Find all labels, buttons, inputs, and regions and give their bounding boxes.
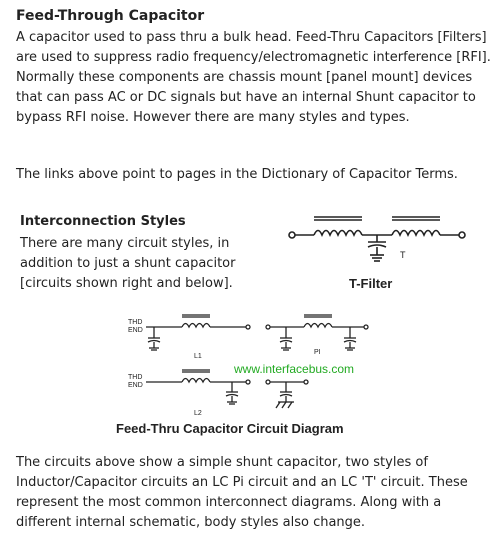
closing-paragraph: The circuits above show a simple shunt capacitor, two styles of Inductor/Capacitor circuits an LC Pi circuit and an LC 'T' circuit. These represent the most common interconnect diagrams. Along with a different internal schematic, body styles also change.	[16, 455, 468, 530]
end-label-top: END	[128, 327, 143, 334]
t-component-label: T	[400, 250, 406, 260]
watermark-text: www.interfacebus.com	[234, 362, 355, 376]
section-title: Interconnection Styles	[20, 214, 186, 229]
t-filter-schematic	[286, 212, 486, 272]
diagram-caption: Feed-Thru Capacitor Circuit Diagram	[116, 421, 344, 436]
t-filter-caption: T-Filter	[349, 276, 393, 291]
l2-label: L2	[194, 410, 202, 417]
links-note: The links above point to pages in the Dictionary of Capacitor Terms.	[16, 167, 458, 182]
pi-label: PI	[314, 349, 321, 356]
l1-label: L1	[194, 353, 202, 360]
intro-paragraph: A capacitor used to pass thru a bulk head. Feed-Thru Capacitors [Filters] are used to suppress radio frequency/electromagnetic interference [RFI]. Normally these components are chassis mount [panel mount] devices that can pass AC or DC signals but have an internal Shunt capacitor to bypass RFI noise. However there are many styles and types.	[16, 30, 491, 125]
article-title: Feed-Through Capacitor	[16, 8, 205, 24]
end-label-bottom: END	[128, 382, 143, 389]
section-text: There are many circuit styles, in addition to just a shunt capacitor [circuits shown right and below].	[20, 236, 236, 291]
thd-label-top: THD	[128, 319, 143, 326]
thd-label-bottom: THD	[128, 374, 143, 381]
